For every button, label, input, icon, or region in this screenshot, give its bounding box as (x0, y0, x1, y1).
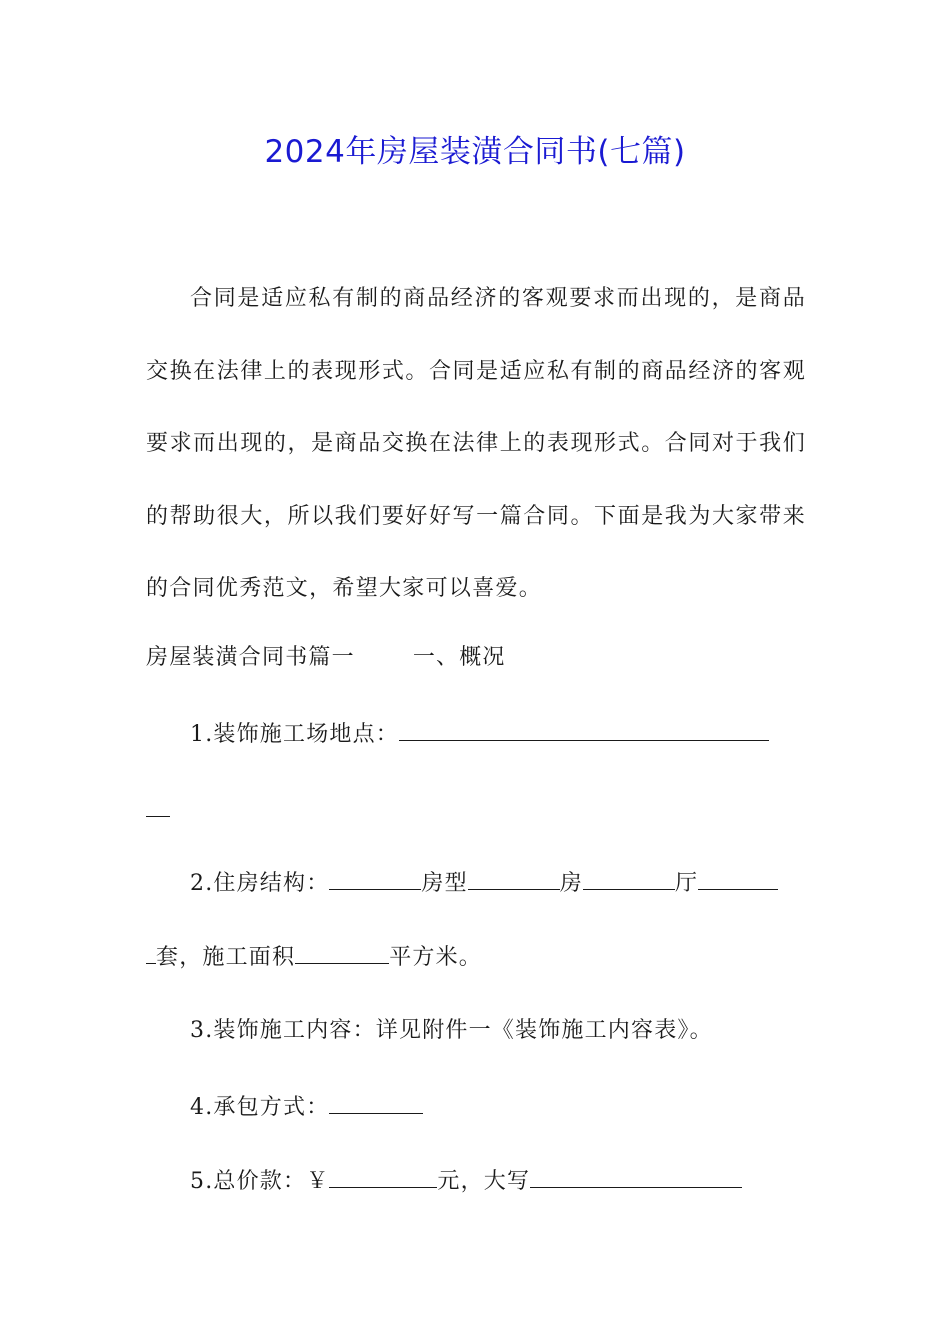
structure-blank-1 (329, 863, 421, 890)
item-5-label: 5.总价款：￥ (190, 1169, 330, 1194)
hall-label: 厅 (675, 871, 699, 896)
price-yuan-label: 元，大写 (437, 1169, 531, 1194)
structure-blank-4 (698, 863, 778, 890)
area-unit-label: 平方米。 (389, 945, 483, 970)
item-5-line (190, 1161, 742, 1202)
structure-blank-4-continued (146, 937, 156, 964)
price-words-blank (530, 1161, 742, 1188)
document-title: 2024年房屋装潢合同书(七篇) (264, 134, 686, 170)
item-1-continuation (146, 790, 170, 831)
set-area-label: 套，施工面积 (156, 945, 296, 970)
site-address-blank (399, 714, 769, 741)
price-number-blank (329, 1161, 437, 1188)
item-3-line: 3.装饰施工内容：详见附件一《装饰施工内容表》。 (190, 1018, 713, 1043)
section-subheading: 一、概况 (412, 645, 506, 670)
item-1-line (190, 714, 769, 755)
structure-blank-3 (583, 863, 675, 890)
house-type-label: 房型 (421, 871, 468, 896)
item-2-label: 2.住房结构： (190, 871, 330, 896)
item-1-label: 1.装饰施工场地点： (190, 722, 399, 747)
item-2-line (190, 863, 778, 904)
item-4-label: 4.承包方式： (190, 1095, 330, 1120)
section-heading-line (146, 638, 506, 678)
room-label: 房 (559, 871, 583, 896)
site-address-blank-continued (146, 790, 170, 817)
contract-method-blank (329, 1087, 423, 1114)
item-2-continuation (146, 937, 482, 978)
area-blank (295, 937, 389, 964)
structure-blank-2 (468, 863, 560, 890)
intro-paragraph: 合同是适应私有制的商品经济的客观要求而出现的，是商品交换在法律上的表现形式。合同是适应私有制的商品经济的客观要求而出现的，是商品交换在法律上的表现形式。合同对于我们的帮助很大，所以我们要好好写一篇合同。下面是我为大家带来的合同优秀范文，希望大家可以喜爱。 (146, 286, 806, 602)
item-4-line (190, 1087, 423, 1128)
section-heading: 房屋装潢合同书篇一 (146, 645, 355, 670)
